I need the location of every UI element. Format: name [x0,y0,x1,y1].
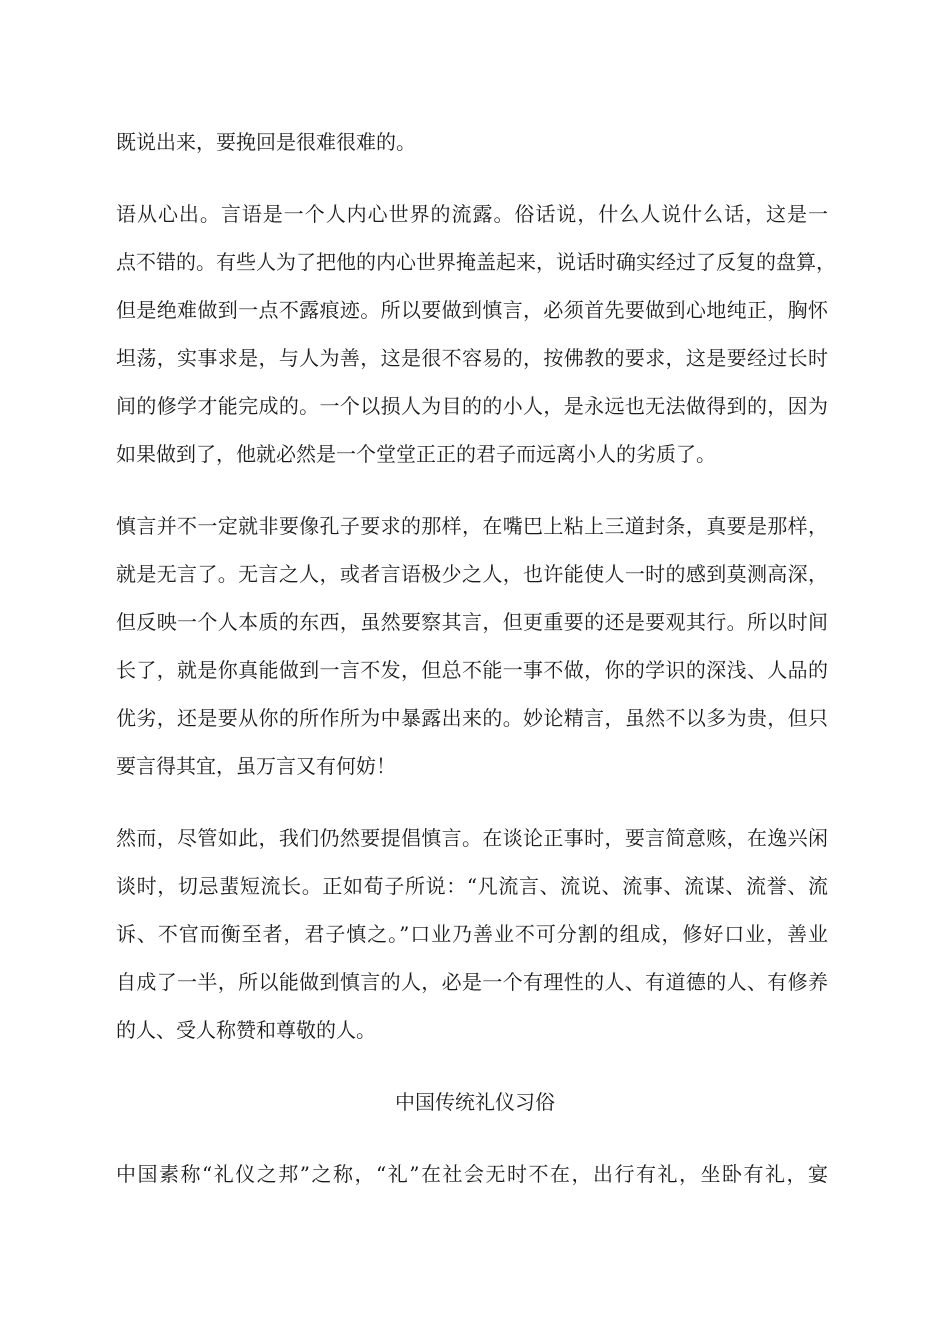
paragraph-line: 间的修学才能完成的。一个以损人为目的的小人，是永远也无法做得到的，因为 [116,394,828,418]
paragraph-line: 自成了一半，所以能做到慎言的人，必是一个有理性的人、有道德的人、有修养 [116,970,828,994]
paragraph-line: 如果做到了，他就必然是一个堂堂正正的君子而远离小人的劣质了。 [116,442,716,466]
paragraph-line: 然而，尽管如此，我们仍然要提倡慎言。在谈论正事时，要言简意赅，在逸兴闲 [116,826,828,850]
paragraph-line: 既说出来，要挽回是很难很难的。 [116,130,416,154]
paragraph-line: 坦荡，实事求是，与人为善，这是很不容易的，按佛教的要求，这是要经过长时 [116,346,828,370]
paragraph-line: 要言得其宜，虽万言又有何妨！ [116,754,396,778]
paragraph-line: 诉、不官而衡至者，君子慎之。”口业乃善业不可分割的组成，修好口业，善业 [116,922,828,946]
paragraph-line: 慎言并不一定就非要像孔子要求的那样，在嘴巴上粘上三道封条，真要是那样， [116,514,828,538]
section-heading: 中国传统礼仪习俗 [395,1090,555,1114]
paragraph-line: 长了，就是你真能做到一言不发，但总不能一事不做，你的学识的深浅、人品的 [116,658,828,682]
paragraph-line: 谈时，切忌蜚短流长。正如荀子所说：“凡流言、流说、流事、流谋、流誉、流 [116,874,828,898]
paragraph-line: 就是无言了。无言之人，或者言语极少之人，也许能使人一时的感到莫测高深， [116,562,828,586]
paragraph-line: 优劣，还是要从你的所作所为中暴露出来的。妙论精言，虽然不以多为贵，但只 [116,706,828,730]
paragraph-line: 的人、受人称赞和尊敬的人。 [116,1018,376,1042]
paragraph-line: 语从心出。言语是一个人内心世界的流露。俗话说，什么人说什么话，这是一 [116,202,828,226]
paragraph-line: 中国素称“礼仪之邦”之称，“礼”在社会无时不在，出行有礼，坐卧有礼，宴 [116,1162,828,1186]
paragraph-line: 点不错的。有些人为了把他的内心世界掩盖起来，说话时确实经过了反复的盘算， [116,250,836,274]
paragraph-line: 但反映一个人本质的东西，虽然要察其言，但更重要的还是要观其行。所以时间 [116,610,828,634]
paragraph-line: 但是绝难做到一点不露痕迹。所以要做到慎言，必须首先要做到心地纯正，胸怀 [116,298,828,322]
